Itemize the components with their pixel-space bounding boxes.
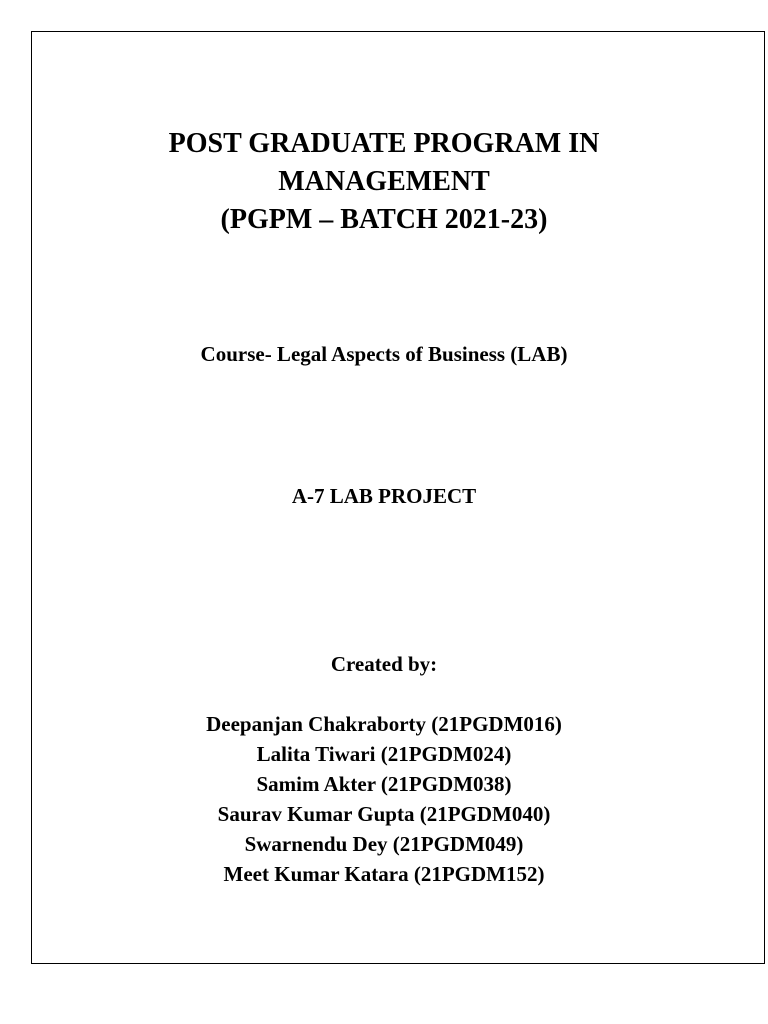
created-by-label: Created by: — [330, 652, 438, 676]
project-name: A-7 LAB PROJECT — [291, 484, 477, 508]
title-line: MANAGEMENT — [278, 166, 490, 197]
member-list — [0, 709, 768, 889]
title-line: (PGPM – BATCH 2021-23) — [220, 204, 548, 235]
member-item: Samim Akter (21PGDM038) — [256, 772, 512, 796]
member-item: Meet Kumar Katara (21PGDM152) — [223, 862, 545, 886]
course-name: Course- Legal Aspects of Business (LAB) — [200, 342, 568, 366]
member-item: Swarnendu Dey (21PGDM049) — [244, 832, 524, 856]
member-item: Saurav Kumar Gupta (21PGDM040) — [217, 802, 551, 826]
member-item: Lalita Tiwari (21PGDM024) — [256, 742, 512, 766]
title-line: POST GRADUATE PROGRAM IN — [168, 128, 600, 159]
member-item: Deepanjan Chakraborty (21PGDM016) — [206, 712, 562, 736]
document-title — [0, 125, 768, 239]
